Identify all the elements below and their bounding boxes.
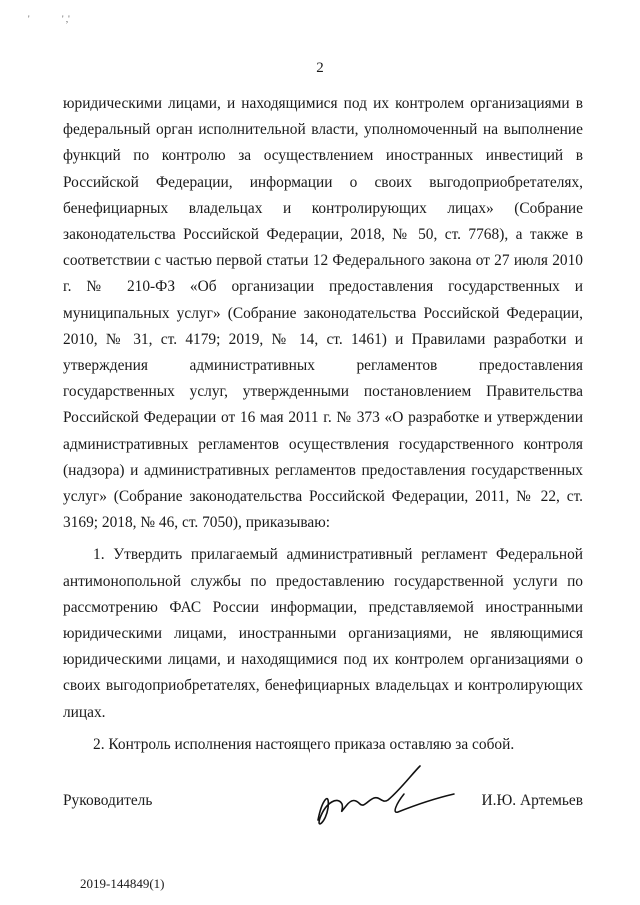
page-number: 2 xyxy=(316,60,324,76)
paragraph-order-1: 1. Утвердить прилагаемый административный регламент Федеральной антимонопольной службы по предоставлению государственной услуги по рассмотрению ФАС России информации, представляемой иностранными юридическими лицами, иностранными организациями, не являющимися юридическими лицами, и находящимися под их контролем организациями о своих выгодоприобретателях, бенефициарных владельцах и контролирующих лицах. xyxy=(63,546,583,721)
document-code: 2019-144849(1) xyxy=(80,876,165,891)
signatory-title: Руководитель xyxy=(63,792,153,809)
signature-block xyxy=(63,760,583,840)
signatory-name: И.Ю. Артемьев xyxy=(481,792,583,809)
handwritten-signature xyxy=(308,760,458,832)
paragraph-preamble: юридическими лицами, и находящимися под их контролем организациями в федеральный орган исполнительной власти, уполномоченный на выполнение функций по контролю за осуществлением иностранных инвестиций в Российской Федерации, информации о своих выгодоприобретателях, бенефициарных владельцах и контролирующих лицах» (Собрание законодательства Российской Федерации, 2018, № 50, ст. 7768), а также в соответствии с частью первой статьи 12 Федерального закона от 27 июля 2010 г. № 210-ФЗ «Об организации предоставления государственных и муниципальных услуг» (Собрание законодательства Российской Федерации, 2010, № 31, ст. 4179; 2019, № 14, ст. 1461) и Правилами разработки и утверждения административных регламентов предоставления государственных услуг, утвержденными постановлением Правительства Российской Федерации от 16 мая 2011 г. № 373 «О разработке и утверждении административных регламентов осуществления государственного контроля (надзора) и административных регламентов предоставления государственных услуг» (Собрание законодательства Российской Федерации, 2011, № 22, ст. 3169; 2018, № 46, ст. 7050), приказываю: xyxy=(63,95,583,532)
paragraph-order-2: 2. Контроль исполнения настоящего приказа оставляю за собой. xyxy=(93,735,515,753)
scan-mark-right: ' ,' xyxy=(62,14,70,24)
document-body xyxy=(63,91,583,758)
scan-mark-left: ' xyxy=(28,14,30,24)
